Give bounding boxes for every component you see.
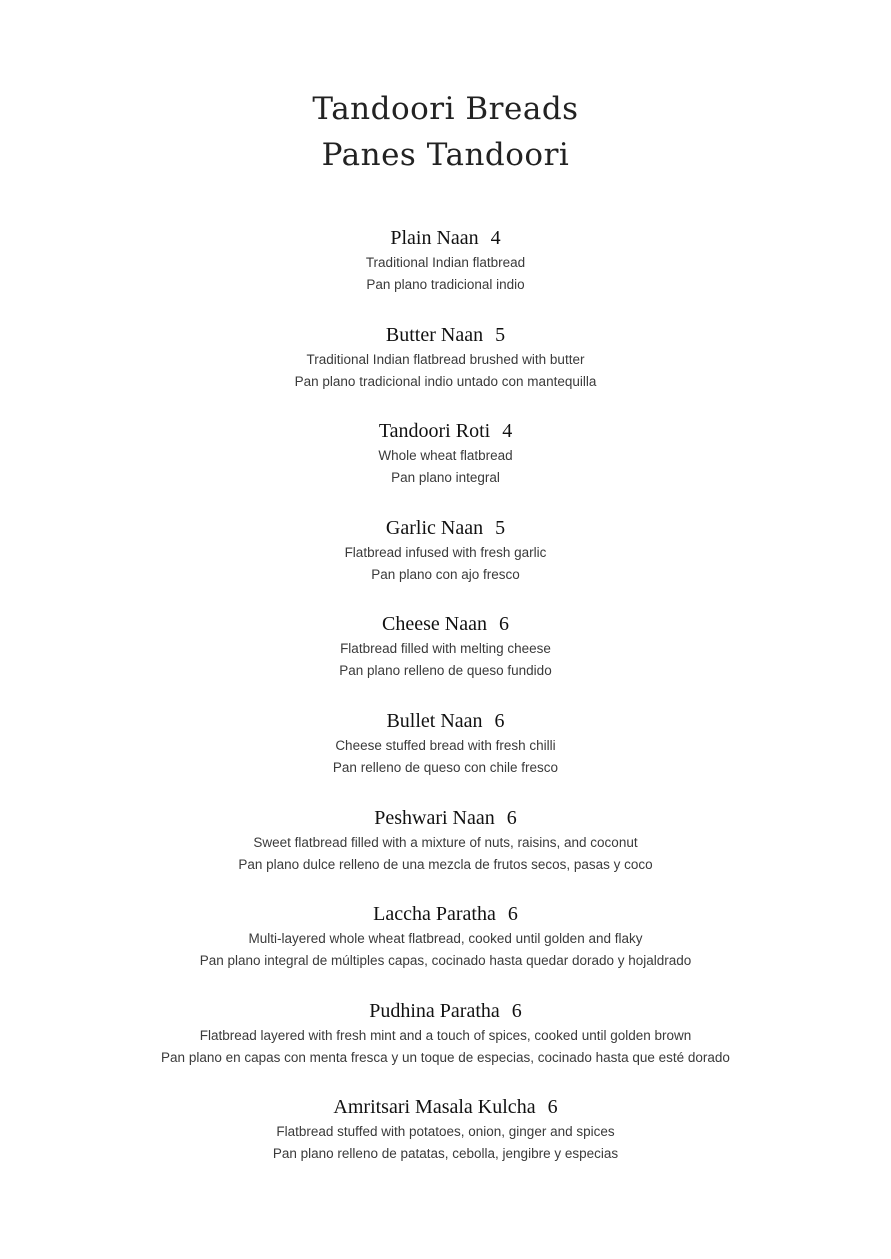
item-price: 6 [494, 709, 505, 732]
item-name: Amritsari Masala Kulcha [333, 1096, 536, 1119]
item-description-spanish: Pan plano dulce relleno de una mezcla de frutos secos, pasas y coco [238, 856, 653, 872]
item-description-spanish: Pan plano en capas con menta fresca y un toque de especias, cocinado hasta que esté dorado [161, 1049, 730, 1065]
menu-item-bullet-naan [0, 707, 891, 804]
item-description-spanish: Pan plano relleno de queso fundido [339, 663, 552, 679]
item-description-english: Flatbread stuffed with potatoes, onion, ginger and spices [276, 1124, 615, 1140]
item-name: Pudhina Paratha [369, 999, 500, 1022]
item-description-english: Cheese stuffed bread with fresh chilli [335, 737, 556, 753]
item-name: Garlic Naan [385, 516, 484, 539]
menu-item-amritsari-masala-kulcha [0, 1093, 891, 1190]
item-price: 4 [502, 420, 513, 443]
menu-item-peshwari-naan [0, 804, 891, 901]
item-description-english: Flatbread infused with fresh garlic [344, 544, 547, 560]
item-description-english: Sweet flatbread filled with a mixture of nuts, raisins, and coconut [253, 834, 638, 850]
item-price: 6 [506, 806, 517, 829]
item-price: 5 [495, 516, 506, 539]
title-english: Tandoori Breads [312, 91, 579, 127]
item-price: 6 [507, 903, 518, 926]
item-name: Tandoori Roti [378, 420, 491, 443]
item-description-spanish: Pan relleno de queso con chile fresco [332, 759, 559, 775]
menu-item-tandoori-roti [0, 417, 891, 514]
item-price: 6 [511, 999, 522, 1022]
item-description-spanish: Pan plano tradicional indio untado con mantequilla [294, 373, 597, 389]
item-description-spanish: Pan plano integral de múltiples capas, cocinado hasta quedar dorado y hojaldrado [199, 953, 692, 969]
item-description-english: Flatbread filled with melting cheese [340, 641, 551, 657]
item-price: 6 [498, 613, 509, 636]
item-name: Bullet Naan [386, 709, 483, 732]
item-description-spanish: Pan plano integral [391, 470, 500, 486]
item-description-spanish: Pan plano con ajo fresco [371, 566, 520, 582]
menu-item-plain-naan [0, 224, 891, 321]
item-name: Butter Naan [385, 323, 484, 346]
menu-list [0, 224, 891, 1190]
menu-item-laccha-paratha [0, 900, 891, 997]
item-price: 5 [495, 323, 506, 346]
item-description-spanish: Pan plano relleno de patatas, cebolla, jengibre y especias [272, 1146, 619, 1162]
title-spanish: Panes Tandoori [321, 137, 570, 173]
menu-item-butter-naan [0, 321, 891, 418]
menu-item-pudhina-paratha [0, 997, 891, 1094]
item-description-english: Traditional Indian flatbread brushed with butter [306, 351, 585, 367]
menu-item-garlic-naan [0, 514, 891, 611]
item-name: Cheese Naan [382, 613, 487, 636]
item-name: Plain Naan [390, 227, 479, 249]
page-title [0, 86, 891, 178]
item-name: Laccha Paratha [373, 903, 496, 926]
menu-item-cheese-naan [0, 610, 891, 707]
item-description-english: Flatbread layered with fresh mint and a touch of spices, cooked until golden brown [199, 1027, 692, 1043]
item-name: Peshwari Naan [374, 806, 495, 829]
item-description-spanish: Pan plano tradicional indio [366, 277, 525, 292]
item-price: 6 [547, 1096, 558, 1119]
item-description-english: Whole wheat flatbread [378, 448, 513, 464]
item-description-english: Traditional Indian flatbread [365, 255, 526, 270]
item-description-english: Multi-layered whole wheat flatbread, cooked until golden and flaky [248, 931, 643, 947]
item-price: 4 [490, 227, 501, 249]
